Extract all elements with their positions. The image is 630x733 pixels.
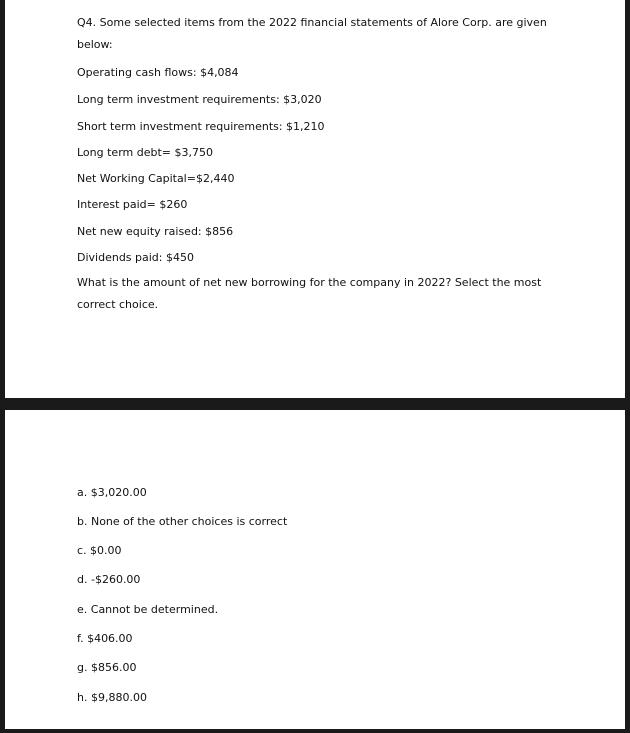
item-long-term-debt: Long term debt= $3,750	[77, 146, 213, 159]
item-interest-paid: Interest paid= $260	[77, 198, 188, 211]
choice-h[interactable]: h. $9,880.00	[77, 691, 147, 704]
item-net-new-equity: Net new equity raised: $856	[77, 225, 234, 238]
item-dividends-paid: Dividends paid: $450	[77, 251, 194, 264]
choice-b[interactable]: b. None of the other choices is correct	[77, 515, 288, 528]
choice-d[interactable]: d. -$260.00	[77, 573, 141, 586]
question-ask: What is the amount of net new borrowing for the company in 2022? Select the most correct choice.	[77, 276, 542, 311]
item-operating-cash-flows: Operating cash flows: $4,084	[77, 66, 239, 79]
choice-a[interactable]: a. $3,020.00	[77, 486, 147, 499]
choice-e[interactable]: e. Cannot be determined.	[77, 603, 219, 616]
choice-c[interactable]: c. $0.00	[77, 544, 122, 557]
question-prompt: Q4. Some selected items from the 2022 financial statements of Alore Corp. are given below:	[77, 16, 547, 51]
question-panel	[5, 0, 625, 398]
item-net-working-capital: Net Working Capital=$2,440	[77, 172, 235, 185]
item-short-term-investment: Short term investment requirements: $1,210	[77, 120, 325, 133]
choice-g[interactable]: g. $856.00	[77, 661, 137, 674]
answer-choices-panel	[5, 410, 625, 729]
choice-f[interactable]: f. $406.00	[77, 632, 133, 645]
item-long-term-investment: Long term investment requirements: $3,020	[77, 93, 322, 106]
